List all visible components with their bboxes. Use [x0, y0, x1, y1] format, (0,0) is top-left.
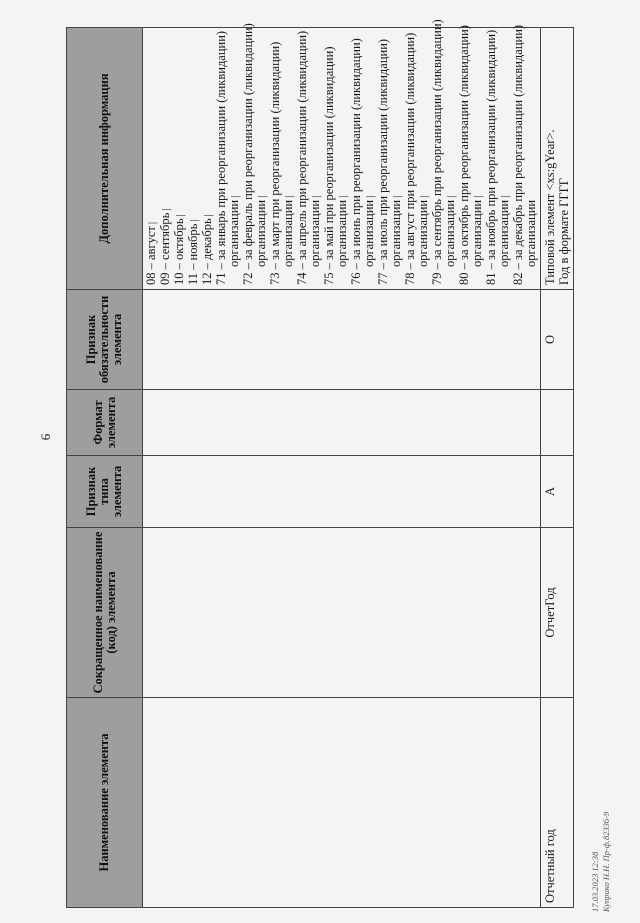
info-line-mark: |: [256, 195, 268, 198]
info-line: [444, 32, 458, 285]
info-line-text: 81 – за ноябрь при реорганизации (ликвидации): [484, 29, 498, 285]
info-line-mark: |: [283, 195, 295, 198]
info-line: Год в формате ГГГГ: [557, 177, 571, 285]
table-row-continuation: [143, 28, 541, 908]
cell-info-list: [143, 19, 541, 290]
info-line: [525, 32, 538, 285]
info-line-text: организации: [308, 199, 322, 267]
cell-empty: [143, 290, 541, 390]
info-line-text: 82 – за декабрь при реорганизации (ликвидации): [511, 24, 525, 285]
info-line-text: 79 – за сентябрь при реорганизации (ликвидации): [430, 19, 444, 285]
info-line-text: 74 – за апрель при реорганизации (ликвидации): [295, 30, 309, 285]
info-line-text: 75 – за май при реорганизации (ликвидации): [322, 46, 336, 285]
info-line: [336, 32, 350, 285]
info-line-mark: |: [364, 195, 376, 198]
info-line-text: 11 – ноябрь: [186, 223, 200, 285]
info-line: [282, 32, 296, 285]
info-line-text: 71 – за январь при реорганизации (ликвидации): [214, 30, 228, 285]
info-line-text: организации: [470, 199, 484, 267]
info-line-text: организации: [254, 199, 268, 267]
info-line-mark: |: [160, 208, 172, 211]
info-line-text: организации: [335, 199, 349, 267]
info-line-text: 10 – октябрь: [172, 218, 186, 285]
info-line-text: организации: [227, 199, 241, 267]
page-number: 6: [38, 433, 53, 441]
info-line-mark: |: [229, 195, 241, 198]
info-line-mark: |: [174, 214, 186, 217]
info-line: [145, 32, 159, 285]
info-line-text: 12 – декабрь: [200, 218, 214, 285]
info-line: [363, 32, 377, 285]
info-line-text: 78 – за август при реорганизации (ликвидации): [403, 32, 417, 285]
info-line-text: организации: [497, 199, 511, 267]
info-line: Типовой элемент <xs:gYear>.: [543, 129, 557, 285]
cell-empty: [143, 528, 541, 698]
info-line-mark: |: [202, 214, 214, 217]
cell-element-info: [541, 28, 574, 290]
info-line: [255, 32, 269, 285]
info-line: [228, 32, 242, 285]
signature-stamp: [590, 712, 612, 912]
cell-element-name: Отчетный год: [541, 698, 574, 908]
info-line-text: 73 – за март при реорганизации (ликвидации): [268, 41, 282, 285]
info-line-mark: |: [310, 195, 322, 198]
header-element-code: Сокращенное наименование (код) элемента: [67, 528, 143, 698]
element-table: [66, 19, 574, 908]
info-line: [390, 32, 404, 285]
info-line: [201, 32, 215, 285]
info-line-text: 72 – за февраль при реорганизации (ликвидации): [241, 23, 255, 285]
stamp-author: Куприко Н.Н. Пр-ф.82336-9: [601, 811, 611, 912]
stamp-date: 17.03.2023 12:38: [590, 851, 600, 912]
info-line-mark: |: [472, 195, 484, 198]
info-line-text: организации: [362, 199, 376, 267]
info-line-text: организации: [416, 199, 430, 267]
info-line-text: 77 – за июль при реорганизации (ликвидации): [376, 38, 390, 285]
info-line-mark: |: [337, 195, 349, 198]
cell-element-type: A: [541, 456, 574, 528]
cell-empty: [143, 698, 541, 908]
rotated-table-container: [66, 19, 571, 908]
cell-empty: [143, 456, 541, 528]
info-line-mark: |: [445, 195, 457, 198]
info-line-text: 80 – за октябрь при реорганизации (ликвидации): [457, 25, 471, 285]
cell-element-code: ОтчетГод: [541, 528, 574, 698]
info-line: [173, 32, 187, 285]
info-line: [309, 32, 323, 285]
header-element-type: Признак типа элемента: [67, 456, 143, 528]
info-line-text: организации: [281, 199, 295, 267]
info-line: [187, 32, 201, 285]
info-line-text: организации: [389, 199, 403, 267]
info-line-text: организации: [524, 199, 538, 267]
header-element-name: Наименование элемента: [67, 698, 143, 908]
info-line: [471, 32, 485, 285]
cell-empty: [143, 390, 541, 456]
info-line-mark: |: [418, 195, 430, 198]
info-line-mark: |: [188, 219, 200, 222]
info-line: [159, 32, 173, 285]
info-line: [498, 32, 512, 285]
info-line-mark: |: [391, 195, 403, 198]
table-row: [541, 28, 574, 908]
info-line-text: организации: [443, 199, 457, 267]
info-line: [417, 32, 431, 285]
info-line-text: 09 – сентябрь: [158, 212, 172, 285]
cell-element-format: [541, 390, 574, 456]
header-element-required: Признак обязательности элемента: [67, 290, 143, 390]
info-line-mark: |: [146, 221, 158, 225]
cell-element-required: O: [541, 290, 574, 390]
header-element-format: Формат элемента: [67, 390, 143, 456]
info-line-text: 76 – за июнь при реорганизации (ликвидации): [349, 38, 363, 285]
info-line-text: 08 – август: [144, 226, 158, 285]
header-additional-info: Дополнительная информация: [67, 28, 143, 290]
info-line-mark: |: [499, 195, 511, 198]
